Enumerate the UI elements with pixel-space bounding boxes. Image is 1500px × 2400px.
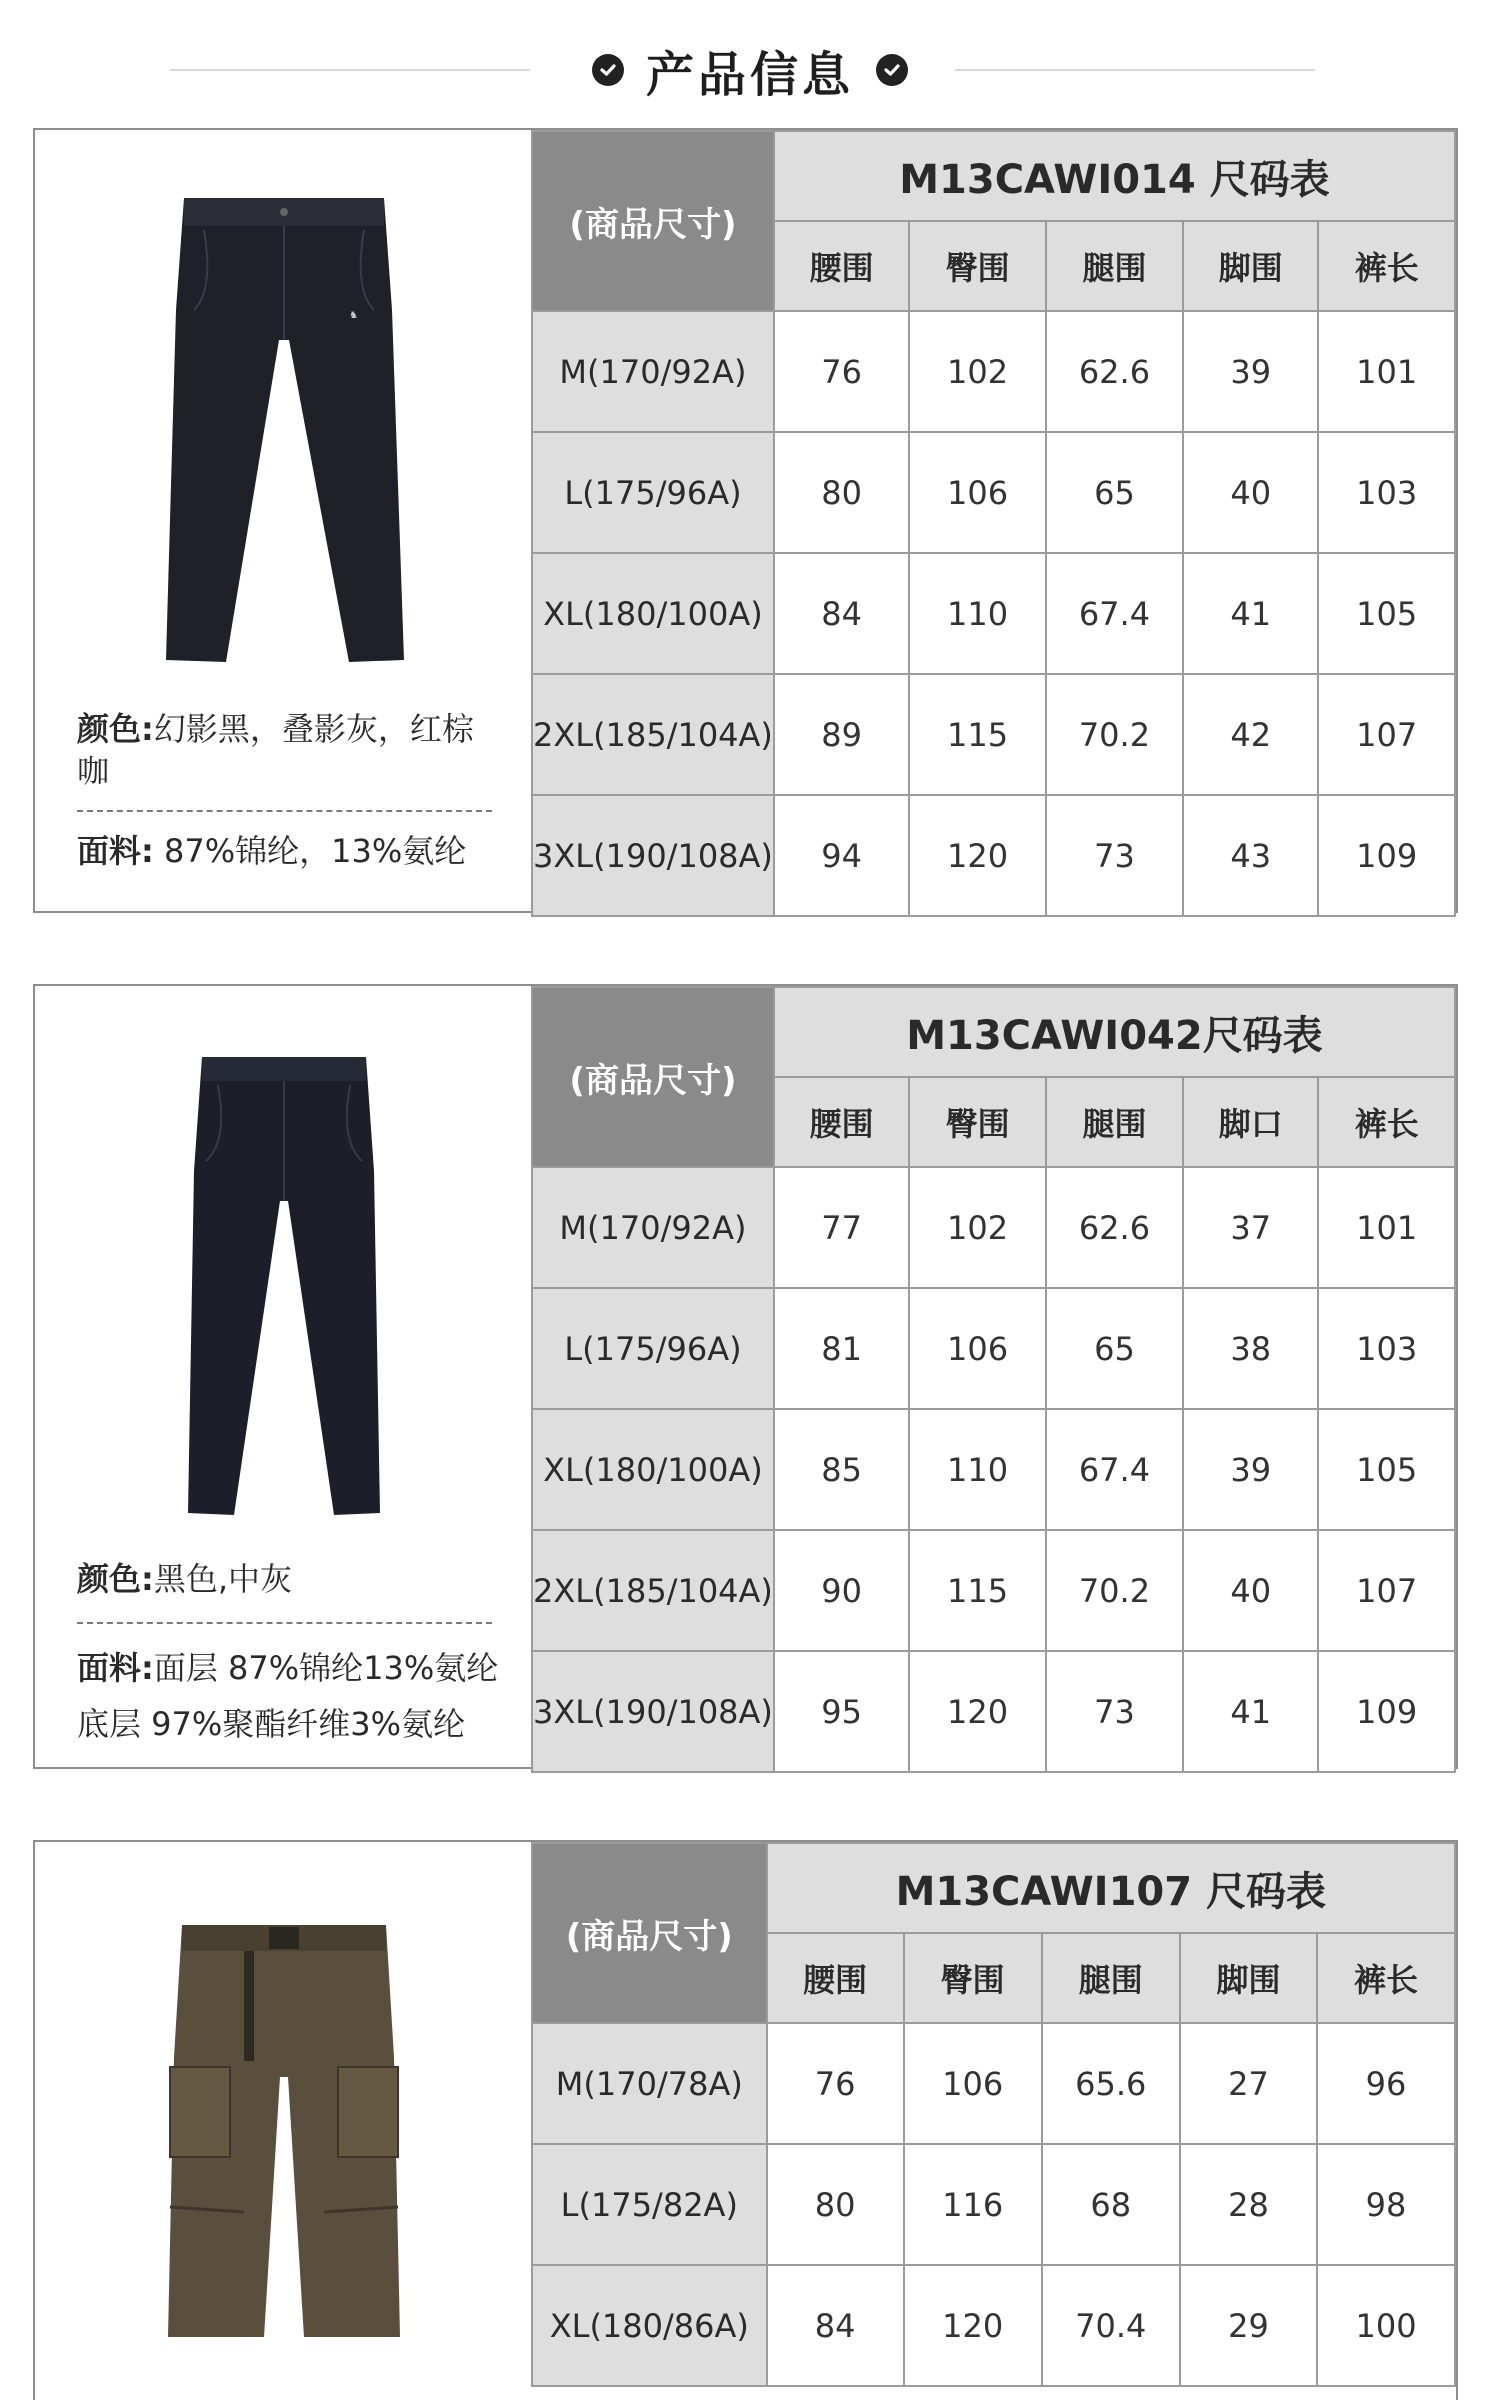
table-cell: 65 [1046, 1288, 1183, 1409]
table-corner-label: (商品尺寸) [532, 131, 774, 311]
dashed-divider [77, 810, 492, 812]
table-title: M13CAWI107 尺码表 [767, 1843, 1455, 1933]
table-cell: 62.6 [1046, 311, 1183, 432]
table-row [532, 2023, 1455, 2144]
size-label: 2XL(185/104A) [532, 674, 774, 795]
column-header: 腰围 [774, 221, 909, 311]
trousers-icon [164, 1917, 404, 2337]
size-label: L(175/82A) [532, 2144, 767, 2265]
column-header: 腿围 [1046, 1077, 1183, 1167]
column-header: 脚围 [1183, 221, 1318, 311]
column-header: 裤长 [1318, 221, 1455, 311]
table-title: M13CAWI014 尺码表 [774, 131, 1455, 221]
table-cell: 41 [1183, 553, 1318, 674]
table-cell: 96 [1317, 2023, 1455, 2144]
table-row [532, 2265, 1455, 2386]
column-header: 臀围 [909, 221, 1046, 311]
table-cell: 105 [1318, 553, 1455, 674]
table-cell: 110 [909, 1409, 1046, 1530]
table-cell: 84 [767, 2265, 904, 2386]
product-info-panel [35, 986, 533, 1767]
table-corner-label: (商品尺寸) [532, 987, 774, 1167]
size-label: 3XL(190/108A) [532, 1651, 774, 1772]
check-circle-icon [592, 54, 624, 86]
table-cell: 120 [904, 2265, 1042, 2386]
size-label: M(170/78A) [532, 2023, 767, 2144]
table-cell: 42 [1183, 674, 1318, 795]
table-cell: 90 [774, 1530, 909, 1651]
product-image [35, 1917, 533, 2337]
table-cell: 109 [1318, 1651, 1455, 1772]
size-table [531, 130, 1456, 917]
table-row [532, 553, 1455, 674]
table-cell: 39 [1183, 311, 1318, 432]
table-row [532, 432, 1455, 553]
trousers-icon [184, 1051, 384, 1521]
table-cell: 115 [909, 1530, 1046, 1651]
column-header: 腿围 [1046, 221, 1183, 311]
size-label: M(170/92A) [532, 311, 774, 432]
column-header: 脚口 [1183, 1077, 1318, 1167]
table-cell: 81 [774, 1288, 909, 1409]
page-title: 产品信息 [645, 46, 854, 103]
column-header: 腰围 [774, 1077, 909, 1167]
table-row [532, 1167, 1455, 1288]
table-cell: 107 [1318, 1530, 1455, 1651]
product-image [35, 1051, 533, 1521]
fabric-description: 面料: 87%锦纶，13%氨纶 [77, 832, 467, 870]
product-info-panel [35, 130, 533, 911]
table-cell: 65 [1046, 432, 1183, 553]
size-label: L(175/96A) [532, 432, 774, 553]
table-cell: 70.2 [1046, 1530, 1183, 1651]
size-label: XL(180/100A) [532, 1409, 774, 1530]
table-row [532, 1409, 1455, 1530]
table-cell: 120 [909, 795, 1046, 916]
fabric-description: 面料:面层 87%锦纶13%氨纶 底层 97%聚酯纤维3%氨纶 [77, 1649, 499, 1743]
table-row [532, 1651, 1455, 1772]
column-header: 臀围 [904, 1933, 1042, 2023]
table-cell: 115 [909, 674, 1046, 795]
table-cell: 106 [904, 2023, 1042, 2144]
table-title: M13CAWI042尺码表 [774, 987, 1455, 1077]
table-cell: 39 [1183, 1409, 1318, 1530]
table-row [532, 1530, 1455, 1651]
table-row [532, 795, 1455, 916]
table-cell: 62.6 [1046, 1167, 1183, 1288]
size-label: M(170/92A) [532, 1167, 774, 1288]
table-cell: 38 [1183, 1288, 1318, 1409]
size-label: L(175/96A) [532, 1288, 774, 1409]
table-cell: 89 [774, 674, 909, 795]
table-cell: 120 [909, 1651, 1046, 1772]
table-cell: 106 [909, 1288, 1046, 1409]
table-corner-label: (商品尺寸) [532, 1843, 767, 2023]
table-cell: 68 [1042, 2144, 1180, 2265]
table-cell: 110 [909, 553, 1046, 674]
table-cell: 103 [1318, 432, 1455, 553]
check-circle-icon [876, 54, 908, 86]
table-cell: 80 [767, 2144, 904, 2265]
table-cell: 41 [1183, 1651, 1318, 1772]
column-header: 腿围 [1042, 1933, 1180, 2023]
table-cell: 77 [774, 1167, 909, 1288]
product-card [33, 984, 1458, 1769]
table-cell: 103 [1318, 1288, 1455, 1409]
table-cell: 102 [909, 311, 1046, 432]
table-cell: 40 [1183, 1530, 1318, 1651]
table-cell: 70.2 [1046, 674, 1183, 795]
table-row [532, 1288, 1455, 1409]
table-cell: 107 [1318, 674, 1455, 795]
section-header [0, 0, 1500, 130]
size-table [531, 986, 1456, 1773]
column-header: 裤长 [1317, 1933, 1455, 2023]
table-cell: 116 [904, 2144, 1042, 2265]
table-cell: 101 [1318, 311, 1455, 432]
table-cell: 84 [774, 553, 909, 674]
table-cell: 37 [1183, 1167, 1318, 1288]
table-cell: 98 [1317, 2144, 1455, 2265]
table-row [532, 311, 1455, 432]
size-label: XL(180/86A) [532, 2265, 767, 2386]
size-label: 3XL(190/108A) [532, 795, 774, 916]
table-cell: 76 [774, 311, 909, 432]
size-label: 2XL(185/104A) [532, 1530, 774, 1651]
table-cell: 27 [1180, 2023, 1317, 2144]
table-cell: 95 [774, 1651, 909, 1772]
table-cell: 76 [767, 2023, 904, 2144]
table-cell: 85 [774, 1409, 909, 1530]
column-header: 裤长 [1318, 1077, 1455, 1167]
table-cell: 67.4 [1046, 553, 1183, 674]
table-cell: 106 [909, 432, 1046, 553]
color-description: 颜色:黑色,中灰 [77, 1560, 292, 1598]
table-cell: 73 [1046, 795, 1183, 916]
table-cell: 100 [1317, 2265, 1455, 2386]
product-info-panel [35, 1842, 533, 2400]
svg-text:♞: ♞ [349, 310, 358, 321]
column-header: 脚围 [1180, 1933, 1317, 2023]
table-cell: 80 [774, 432, 909, 553]
table-cell: 101 [1318, 1167, 1455, 1288]
table-cell: 109 [1318, 795, 1455, 916]
product-card [33, 128, 1458, 913]
table-cell: 29 [1180, 2265, 1317, 2386]
table-cell: 105 [1318, 1409, 1455, 1530]
table-cell: 94 [774, 795, 909, 916]
table-cell: 43 [1183, 795, 1318, 916]
column-header: 臀围 [909, 1077, 1046, 1167]
table-cell: 40 [1183, 432, 1318, 553]
table-row [532, 674, 1455, 795]
table-cell: 73 [1046, 1651, 1183, 1772]
dashed-divider [77, 1622, 492, 1624]
size-table [531, 1842, 1456, 2387]
column-header: 腰围 [767, 1933, 904, 2023]
table-row [532, 2144, 1455, 2265]
color-description: 颜色:幻影黑，叠影灰，红棕咖 [77, 710, 474, 790]
product-image [35, 190, 533, 670]
trousers-icon [164, 190, 404, 670]
table-cell: 28 [1180, 2144, 1317, 2265]
product-card [33, 1840, 1458, 2400]
size-label: XL(180/100A) [532, 553, 774, 674]
table-cell: 102 [909, 1167, 1046, 1288]
table-cell: 70.4 [1042, 2265, 1180, 2386]
table-cell: 65.6 [1042, 2023, 1180, 2144]
table-cell: 67.4 [1046, 1409, 1183, 1530]
